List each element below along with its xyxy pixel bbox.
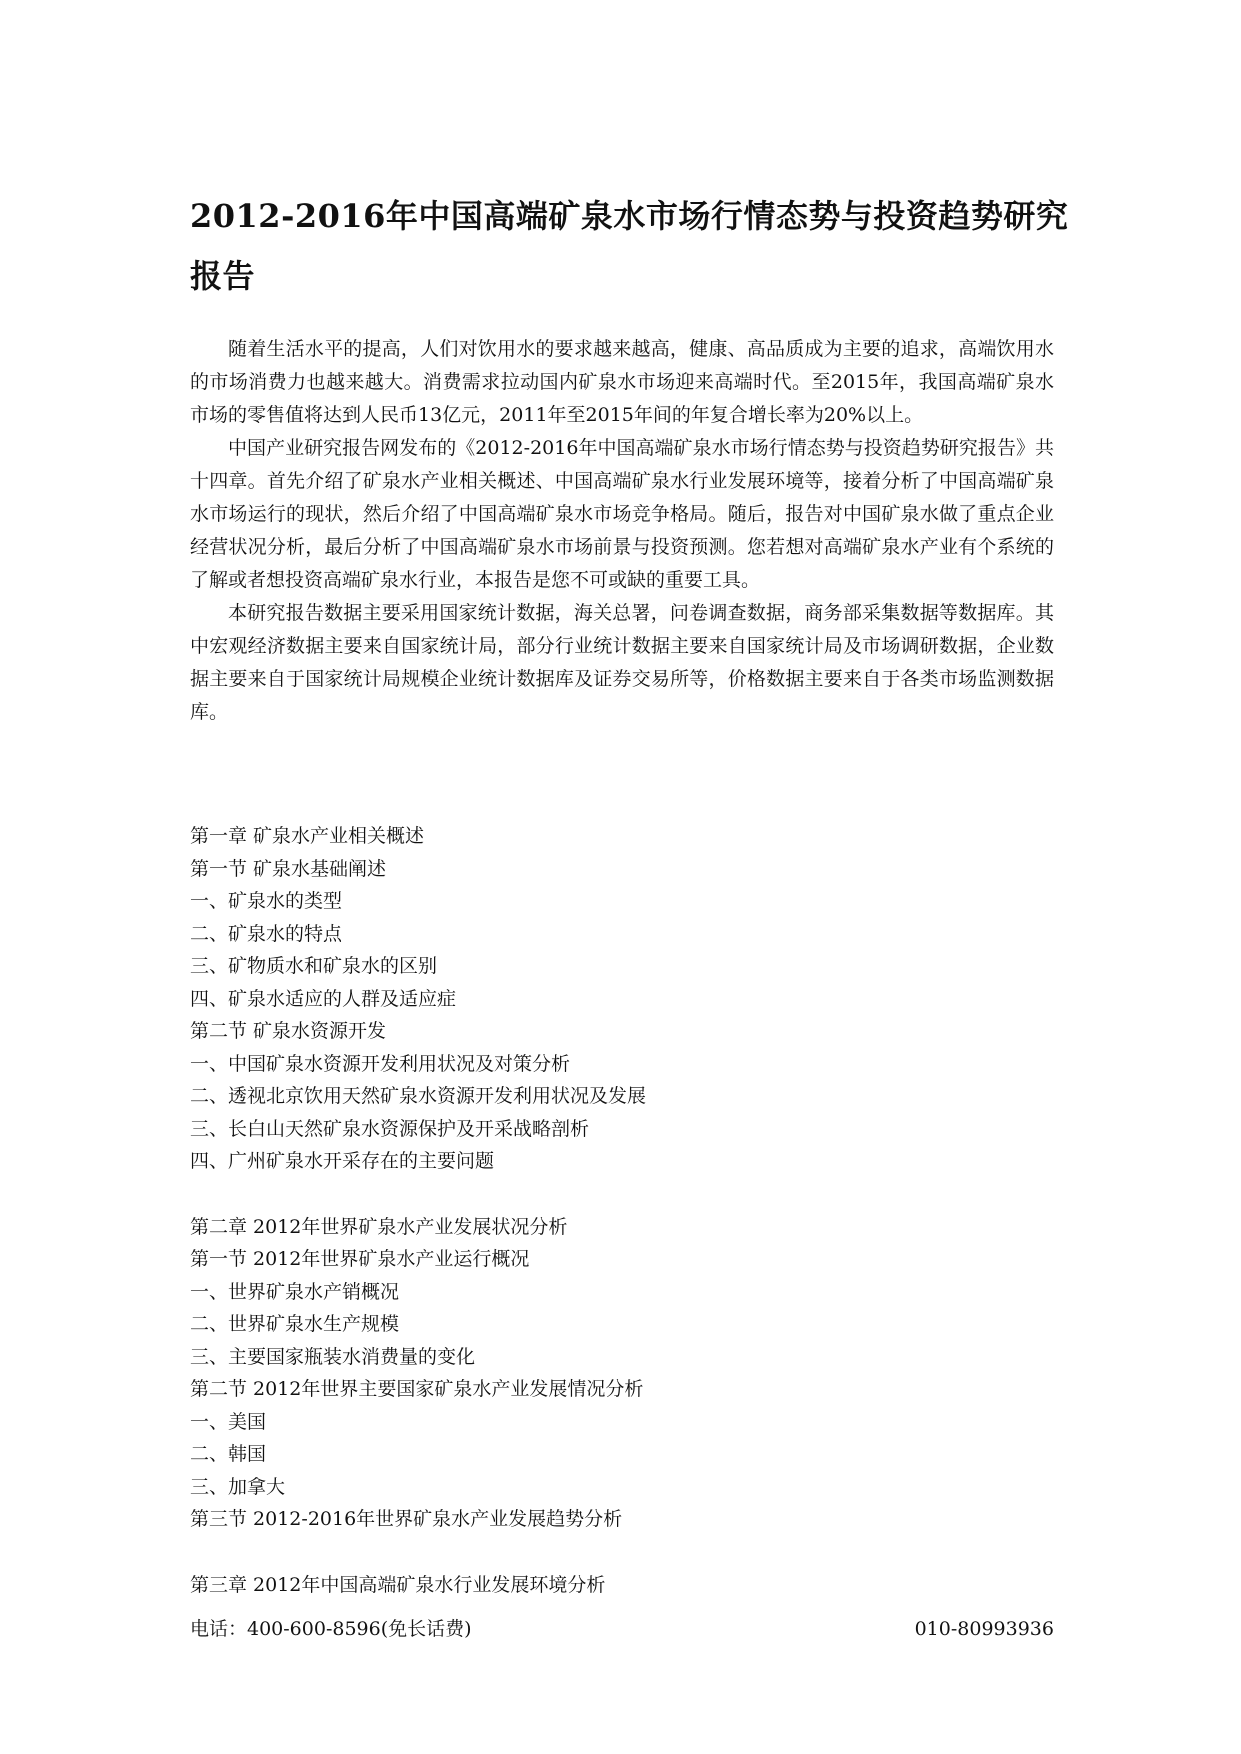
toc-item: 二、透视北京饮用天然矿泉水资源开发利用状况及发展 bbox=[190, 1085, 647, 1107]
toc-item: 三、加拿大 bbox=[190, 1475, 286, 1498]
toc-item: 三、矿物质水和矿泉水的区别 bbox=[190, 955, 438, 977]
toc-section-heading: 第一节 2012年世界矿泉水产业运行概况 bbox=[190, 1248, 530, 1270]
toc-section-heading: 第二节 2012年世界主要国家矿泉水产业发展情况分析 bbox=[190, 1378, 644, 1400]
toc-chapter-2 bbox=[190, 1211, 1054, 1536]
toc-chapter-heading: 第一章 矿泉水产业相关概述 bbox=[190, 825, 425, 847]
toc-item: 四、矿泉水适应的人群及适应症 bbox=[190, 987, 457, 1010]
toc-section-heading: 第一节 矿泉水基础阐述 bbox=[190, 857, 387, 880]
toc-item: 三、主要国家瓶装水消费量的变化 bbox=[190, 1345, 476, 1368]
intro-paragraph: 随着生活水平的提高，人们对饮用水的要求越来越高，健康、高品质成为主要的追求，高端饮用水的市场消费力也越来越大。消费需求拉动国内矿泉水市场迎来高端时代。至2015年，我国高端矿泉水市场的零售值将达到人民币13亿元，2011年至2015年间的年复合增长率为20%以上。 bbox=[190, 338, 1054, 426]
toc-item: 二、世界矿泉水生产规模 bbox=[190, 1313, 400, 1335]
table-of-contents bbox=[190, 820, 1054, 1634]
toc-item: 一、美国 bbox=[190, 1410, 267, 1433]
toc-item: 一、中国矿泉水资源开发利用状况及对策分析 bbox=[190, 1052, 571, 1075]
toc-chapter-heading: 第二章 2012年世界矿泉水产业发展状况分析 bbox=[190, 1215, 568, 1238]
toc-item: 四、广州矿泉水开采存在的主要问题 bbox=[190, 1150, 495, 1172]
toc-item: 一、矿泉水的类型 bbox=[190, 890, 343, 912]
toc-item: 二、矿泉水的特点 bbox=[190, 922, 343, 945]
footer-phone: 电话：400-600-8596(免长话费) bbox=[190, 1618, 472, 1640]
intro-paragraph: 中国产业研究报告网发布的《2012-2016年中国高端矿泉水市场行情态势与投资趋势研究报告》共十四章。首先介绍了矿泉水产业相关概述、中国高端矿泉水行业发展环境等，接着分析了中国高端矿泉水市场运行的现状，然后介绍了中国高端矿泉水市场竞争格局。随后，报告对中国矿泉水做了重点企业经营状况分析，最后分析了中国高端矿泉水市场前景与投资预测。您若想对高端矿泉水产业有个系统的了解或者想投资高端矿泉水行业，本报告是您不可或缺的重要工具。 bbox=[190, 437, 1054, 591]
toc-section-heading: 第二节 矿泉水资源开发 bbox=[190, 1020, 387, 1042]
toc-item: 二、韩国 bbox=[190, 1443, 267, 1465]
page-footer bbox=[190, 1613, 1054, 1645]
toc-chapter-1 bbox=[190, 820, 1054, 1178]
toc-chapter-heading: 第三章 2012年中国高端矿泉水行业发展环境分析 bbox=[190, 1573, 606, 1596]
toc-item: 三、长白山天然矿泉水资源保护及开采战略剖析 bbox=[190, 1117, 590, 1140]
toc-chapter-3 bbox=[190, 1569, 1054, 1602]
intro-paragraph: 本研究报告数据主要采用国家统计数据，海关总署，问卷调查数据，商务部采集数据等数据库。其中宏观经济数据主要来自国家统计局，部分行业统计数据主要来自国家统计局及市场调研数据，企业数据主要来自于国家统计局规模企业统计数据库及证券交易所等，价格数据主要来自于各类市场监测数据库。 bbox=[190, 602, 1054, 723]
document-title: 2012-2016年中国高端矿泉水市场行情态势与投资趋势研究报告 bbox=[190, 197, 1069, 295]
intro-section bbox=[190, 333, 1054, 729]
footer-phone-secondary: 010-80993936 bbox=[914, 1618, 1054, 1640]
toc-section-heading: 第三节 2012-2016年世界矿泉水产业发展趋势分析 bbox=[190, 1508, 623, 1530]
toc-item: 一、世界矿泉水产销概况 bbox=[190, 1280, 400, 1303]
